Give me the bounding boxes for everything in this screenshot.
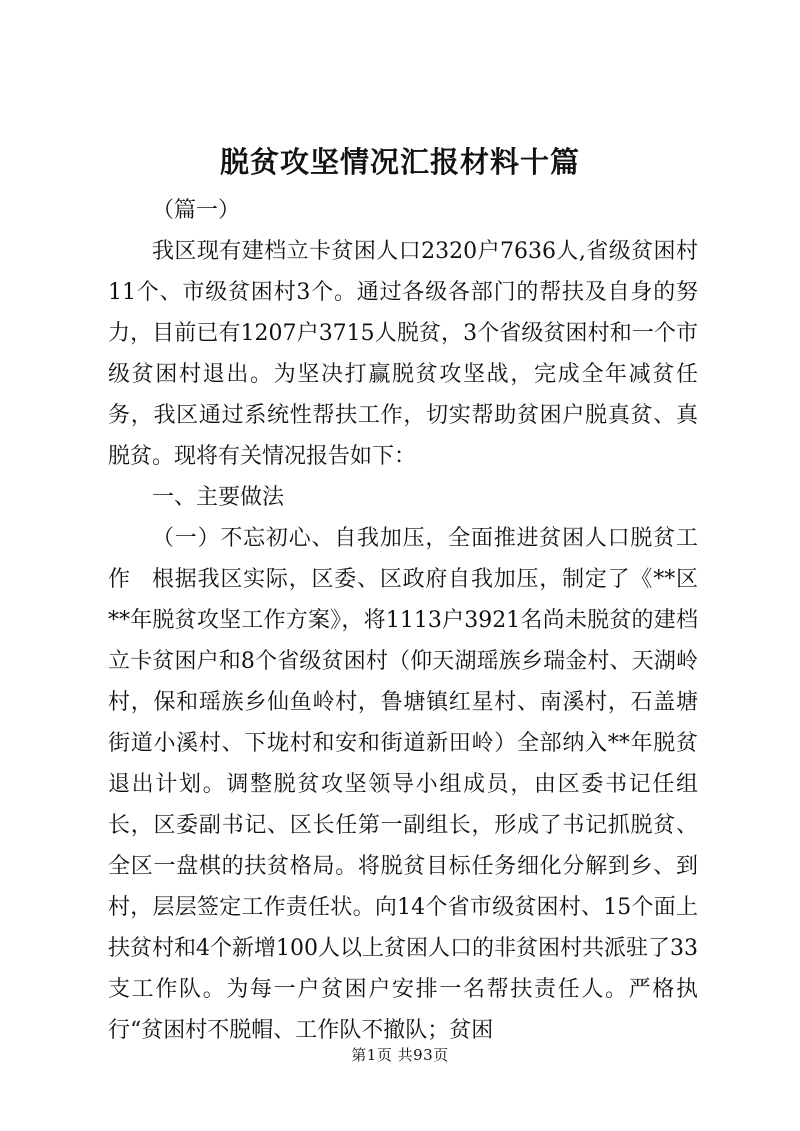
document-title: 脱贫攻坚情况汇报材料十篇	[219, 145, 580, 179]
section-label: （篇一）	[152, 198, 241, 223]
heading-main-practices: 一、主要做法	[152, 485, 285, 510]
paragraph-details: 根据我区实际，区委、区政府自我加压，制定了《**区**年脱贫攻坚工作方案》，将1113户3921名尚未脱贫的建档立卡贫困户和8个省级贫困村（仰天湖瑶族乡瑞金村、天湖岭村，保和瑶族乡仙鱼岭村，鲁塘镇红星村、南溪村，石盖塘街道小溪村、下垅村和安和街道新田岭）全部纳入**年脱贫退出计划。调整脱贫攻坚领导小组成员，由区委书记任组长，区委副书记、区长任第一副组长，形成了书记抓脱贫、全区一盘棋的扶贫格局。将脱贫目标任务细化分解到乡、到村，层层签定工作责任状。向14个省市级贫困村、15个面上扶贫村和4个新增100人以上贫困人口的非贫困村共派驻了33支工作队。为每一户贫困户安排一名帮扶责任人。严格执行“贫困村不脱帽、工作队不撤队；贫困	[108, 567, 698, 1043]
subheading-1: （一）不忘初心、自我加压，全面推进贫困人口脱贫工作	[108, 526, 698, 592]
paragraph-intro: 我区现有建档立卡贫困人口2320户7636人,省级贫困村11个、市级贫困村3个。通过各级各部门的帮扶及自身的努力，目前已有1207户3715人脱贫，3个省级贫困村和一个市级贫困村退出。为坚决打赢脱贫攻坚战，完成全年减贫任务，我区通过系统性帮扶工作，切实帮助贫困户脱真贫、真脱贫。现将有关情况报告如下：	[108, 239, 698, 469]
page-footer: 第1页 共93页	[351, 1046, 449, 1064]
